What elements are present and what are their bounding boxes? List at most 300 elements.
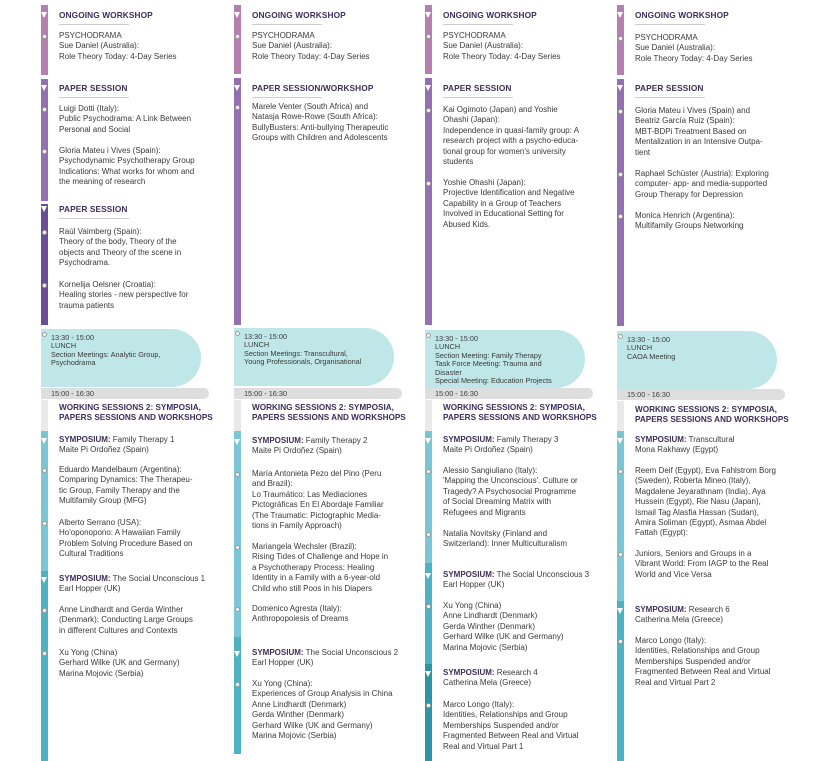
entry-line: Cultural Traditions — [59, 549, 124, 559]
entry-line: Ho'oponopono: A Hawaiian Family — [59, 528, 181, 538]
lunch-line: Section Meeting: Family Therapy — [435, 350, 542, 360]
time-slot-label: 15:00 - 16:30 — [51, 389, 95, 398]
entry-line — [443, 435, 598, 445]
bullet-dot-icon — [42, 149, 47, 154]
session-title: PAPER SESSION — [635, 83, 704, 93]
entry-line: Pictográficas En El Abordaje Familiar — [252, 500, 384, 510]
entry-line: Projective Identification and Negative — [443, 188, 575, 198]
title-divider — [443, 24, 513, 25]
entry-line: Gerda Winther (Denmark) — [252, 710, 345, 720]
entry-line: Fragmented Between Real and Virtual — [635, 667, 771, 677]
session-color-bar — [234, 400, 241, 431]
entry-line: objects and Theory of the scene in — [59, 247, 182, 257]
bullet-dot-icon — [426, 108, 431, 113]
symposium-topic: Family Therapy 2 — [303, 436, 368, 445]
session-entry — [252, 31, 407, 62]
entry-line: Multifamily Group (MFG) — [59, 496, 147, 506]
entry-line: in different Cultures and Contexts — [59, 625, 178, 635]
entry-line: tions in Family Approach) — [252, 521, 342, 531]
session-entry — [635, 466, 790, 539]
session-entry — [635, 211, 790, 232]
lunch-line: 13:30 - 15:00 — [51, 333, 95, 342]
session-entry — [59, 146, 214, 188]
entry-line — [59, 435, 214, 445]
lunch-line: Task Force Meeting: Trauma and — [435, 359, 542, 369]
entry-line — [443, 570, 598, 580]
session-entry — [635, 169, 790, 200]
entry-line: Identities, Relationships and Group — [443, 710, 568, 720]
bullet-dot-icon — [42, 107, 47, 112]
entry-line: Catherina Mela (Greece) — [635, 615, 724, 625]
entry-line: Role Theory Today: 4-Day Series — [635, 53, 753, 63]
symposium-heading — [59, 435, 214, 456]
entry-line: Ohashi (Japan): — [443, 115, 500, 125]
bullet-dot-icon — [618, 639, 623, 644]
symposium-heading — [443, 435, 598, 456]
entry-line: Catherina Mela (Greece) — [443, 678, 532, 688]
session-entry — [59, 227, 214, 269]
session-entry — [443, 31, 598, 62]
bullet-dot-icon — [618, 334, 623, 339]
session-entry — [59, 648, 214, 679]
entry-line: Identity in a Family with a 6-year-old — [252, 573, 381, 583]
lunch-text — [244, 333, 399, 367]
entry-line: Gerhard Wilke (UK and Germany) — [443, 632, 564, 642]
lunch-line: Disaster — [435, 367, 462, 377]
entry-line: PSYCHODRAMA — [635, 33, 698, 42]
entry-line: Indications: What works for whom and — [59, 166, 195, 176]
lunch-block — [617, 331, 777, 389]
entry-line: Theory of the body, Theory of the — [59, 237, 177, 247]
symposium-topic: The Social Unconscious 2 — [303, 648, 399, 657]
symposium-label: SYMPOSIUM: — [443, 435, 495, 444]
entry-line: Public Psychodrama: A Link Between — [59, 114, 192, 124]
day-column — [41, 0, 216, 761]
expand-triangle-icon — [41, 85, 47, 91]
entry-line: María Antonieta Pezo del Pino (Peru — [252, 469, 382, 478]
symposium-label: SYMPOSIUM: — [252, 436, 304, 445]
symposium-label: SYMPOSIUM: — [635, 435, 687, 444]
entry-line: tient — [635, 147, 651, 157]
entry-line: Gerda Winther (Denmark) — [443, 621, 536, 631]
bullet-dot-icon — [426, 34, 431, 39]
entry-line: the meaning of research — [59, 177, 146, 187]
entry-line: BullyBusters: Anti-bullying Therapeutic — [252, 122, 389, 132]
entry-line: (The Traumatic: Pictographic Media- — [252, 510, 381, 520]
bullet-dot-icon — [426, 703, 431, 708]
entry-line: Alberto Serrano (USA): — [59, 518, 142, 527]
entry-line: computer- app- and media-supported — [635, 179, 768, 189]
lunch-block — [41, 329, 201, 387]
entry-line: Tragedy? A Psychosocial Programme — [443, 486, 577, 496]
session-entry — [252, 542, 407, 594]
day-column — [425, 0, 600, 761]
bullet-dot-icon — [618, 109, 623, 114]
expand-triangle-icon — [41, 12, 47, 18]
entry-line: Mariangela Wechsler (Brazil): — [252, 542, 357, 551]
entry-line: Kai Ogimoto (Japan) and Yoshie — [443, 105, 558, 114]
entry-line — [635, 435, 790, 445]
session-entry — [252, 604, 407, 625]
entry-line: Role Theory Today: 4-Day Series — [59, 51, 177, 61]
entry-line — [252, 648, 407, 658]
entry-line: Role Theory Today: 4-Day Series — [252, 51, 370, 61]
entry-line: Maite Pi Ordoñez (Spain) — [59, 445, 149, 455]
expand-triangle-icon — [41, 438, 47, 444]
entry-line: Anthropopoiesis of Dreams — [252, 614, 349, 624]
session-entry — [443, 601, 598, 653]
symposium-label: SYMPOSIUM: — [252, 648, 304, 657]
ws-title-line: PAPERS SESSIONS AND WORKSHOPS — [252, 413, 406, 423]
entry-line: Independence in quasi-family group: A — [443, 125, 580, 135]
entry-line: Natasja Rowe-Rowe (South Africa): — [252, 112, 378, 122]
bullet-dot-icon — [426, 604, 431, 609]
symposium-heading — [252, 648, 407, 669]
entry-line: Beatriz García Ruiz (Spain): — [635, 116, 735, 126]
entry-line: Role Theory Today: 4-Day Series — [443, 51, 561, 61]
entry-line: Fattah (Egypt): — [635, 528, 688, 538]
entry-line: Xu Yong (China) — [59, 648, 118, 657]
entry-line: Marina Mojovic (Serbia) — [443, 642, 528, 652]
session-color-bar — [425, 400, 432, 431]
entry-line: Marina Mojovic (Serbia) — [59, 668, 144, 678]
working-sessions-title — [252, 403, 412, 424]
session-entry — [59, 31, 214, 62]
session-entry — [252, 469, 407, 531]
bullet-dot-icon — [618, 552, 623, 557]
lunch-text — [435, 335, 590, 385]
entry-line: Gloria Mateu i Vives (Spain): — [59, 146, 161, 155]
bullet-dot-icon — [42, 34, 47, 39]
bullet-dot-icon — [42, 521, 47, 526]
time-slot-label: 15:00 - 16:30 — [435, 389, 479, 398]
session-title: PAPER SESSION/WORKSHOP — [252, 83, 374, 93]
entry-line: Anne Lindhardt and Gerda Winther — [59, 605, 184, 614]
entry-line: Magdalene Jeyarathnam (India), Aya — [635, 486, 766, 496]
entry-line: Problem Solving Procedure Based on — [59, 538, 193, 548]
symposium-heading — [252, 436, 407, 457]
entry-line: Sue Daniel (Australia): — [443, 41, 524, 51]
lunch-line: LUNCH — [51, 341, 77, 351]
entry-line: Groups with Children and Adolescents — [252, 133, 388, 143]
bullet-dot-icon — [42, 468, 47, 473]
entry-line: Abused Kids. — [443, 219, 491, 229]
time-slot-label: 15:00 - 16:30 — [244, 389, 288, 398]
entry-line: trauma patients — [59, 300, 115, 310]
entry-line: Xu Yong (China) — [443, 601, 502, 610]
session-color-bar — [617, 431, 624, 601]
session-entry — [635, 33, 790, 64]
entry-line: Identities, Relationships and Group — [635, 646, 760, 656]
entry-line: (Sweden), Roberta Mineo (Italy), — [635, 476, 751, 486]
lunch-line: Section Meetings: Analytic Group, — [51, 349, 161, 359]
bullet-dot-icon — [235, 34, 240, 39]
symposium-topic: Transcultural — [686, 435, 735, 444]
entry-line: Psychodrama. — [59, 258, 111, 268]
expand-triangle-icon — [425, 671, 431, 677]
entry-line: Real and Virtual Part 1 — [443, 741, 524, 751]
entry-line: Sue Daniel (Australia): — [635, 43, 716, 53]
entry-line: Hussein (Egypt), Rie Nasu (Japan), — [635, 497, 761, 507]
session-entry — [443, 529, 598, 550]
lunch-line: Psychodrama — [51, 358, 96, 368]
lunch-line: LUNCH — [244, 340, 270, 350]
entry-line: Refugees and Migrants — [443, 507, 526, 517]
symposium-heading — [443, 668, 598, 689]
lunch-block — [234, 328, 394, 386]
bullet-dot-icon — [42, 608, 47, 613]
entry-line: Involved in Educational Setting for — [443, 209, 564, 219]
lunch-line: Special Meeting: Education Projects — [435, 376, 552, 386]
title-divider — [635, 97, 705, 98]
symposium-topic: Research 6 — [686, 605, 730, 614]
entry-line: Earl Hopper (UK) — [443, 580, 505, 590]
entry-line: Luigi Dotti (Italy): — [59, 104, 120, 113]
entry-line: Domenico Agresta (Italy): — [252, 604, 342, 613]
session-color-bar — [41, 79, 48, 201]
bullet-dot-icon — [426, 532, 431, 537]
ws-title-line: PAPERS SESSIONS AND WORKSHOPS — [635, 415, 789, 425]
entry-line: Alessio Sangiuliano (Italy): — [443, 466, 538, 475]
entry-line: Healing stories - new perspective for — [59, 290, 189, 300]
bullet-dot-icon — [235, 607, 240, 612]
session-entry — [59, 104, 214, 135]
entry-line — [252, 436, 407, 446]
session-entry — [252, 102, 407, 144]
lunch-line: 13:30 - 15:00 — [435, 334, 479, 343]
entry-line: PSYCHODRAMA — [59, 31, 122, 40]
entry-line: Maite Pi Ordoñez (Spain) — [443, 445, 533, 455]
entry-line: MBT-BDPi Treatment Based on — [635, 126, 747, 136]
session-color-bar — [234, 78, 241, 325]
symposium-label: SYMPOSIUM: — [635, 605, 687, 614]
bullet-dot-icon — [42, 651, 47, 656]
entry-line: Juniors, Seniors and Groups in a — [635, 549, 752, 558]
entry-line: Marina Mojovic (Serbia) — [252, 731, 337, 741]
symposium-topic: The Social Unconscious 1 — [110, 574, 206, 583]
entry-line: of Social Dreaming Matrix with — [443, 497, 552, 507]
expand-triangle-icon — [425, 85, 431, 91]
entry-line: World and Vice Versa — [635, 569, 712, 579]
entry-line: Memberships Suspended and/or — [635, 656, 751, 666]
title-divider — [443, 97, 513, 98]
lunch-text — [51, 334, 206, 368]
bullet-dot-icon — [426, 469, 431, 474]
symposium-topic: Research 4 — [494, 668, 538, 677]
title-divider — [59, 24, 129, 25]
entry-line: Memberships Suspended and/or — [443, 720, 559, 730]
session-color-bar — [41, 571, 48, 761]
session-entry — [635, 636, 790, 688]
session-title: ONGOING WORKSHOP — [59, 10, 153, 20]
entry-line: Amira Soliman (Egypt), Asmaa Abdel — [635, 518, 767, 528]
time-slot-bar — [617, 389, 785, 400]
ws-title-line: WORKING SESSIONS 2: SYMPOSIA, — [443, 403, 585, 412]
entry-line: Marele Venter (South Africa) and — [252, 102, 369, 111]
bullet-dot-icon — [42, 230, 47, 235]
bullet-dot-icon — [426, 181, 431, 186]
expand-triangle-icon — [41, 577, 47, 583]
session-color-bar — [41, 400, 48, 431]
bullet-dot-icon — [618, 214, 623, 219]
time-slot-bar — [425, 388, 593, 399]
expand-triangle-icon — [617, 85, 623, 91]
expand-triangle-icon — [234, 651, 240, 657]
symposium-heading — [59, 574, 214, 595]
entry-line: Ismail Tag Alasfia Hassan (Sudan), — [635, 507, 759, 517]
symposium-topic: Family Therapy 3 — [494, 435, 559, 444]
expand-triangle-icon — [425, 438, 431, 444]
ws-title-line: WORKING SESSIONS 2: SYMPOSIA, — [635, 405, 777, 414]
session-entry — [635, 549, 790, 580]
entry-line: Gerhard Wilke (UK and Germany) — [59, 658, 180, 668]
time-slot-label: 15:00 - 16:30 — [627, 390, 671, 399]
session-entry — [59, 280, 214, 311]
expand-triangle-icon — [41, 206, 47, 212]
working-sessions-title — [635, 405, 795, 426]
title-divider — [252, 24, 322, 25]
session-title: PAPER SESSION — [443, 83, 512, 93]
session-entry — [443, 466, 598, 518]
expand-triangle-icon — [234, 85, 240, 91]
bullet-dot-icon — [235, 682, 240, 687]
entry-line: Kornelija Oelsner (Croatia): — [59, 280, 156, 289]
entry-line: Raúl Vaimberg (Spain): — [59, 227, 142, 236]
entry-line: Yoshie Ohashi (Japan): — [443, 178, 526, 187]
entry-line: Gerhard Wilke (UK and Germany) — [252, 720, 373, 730]
entry-line: Multifamily Groups Networking — [635, 221, 744, 231]
entry-line — [635, 605, 790, 615]
session-color-bar — [425, 78, 432, 325]
working-sessions-title — [59, 403, 219, 424]
title-divider — [59, 97, 129, 98]
entry-line: Xu Yong (China): — [252, 679, 313, 688]
bullet-dot-icon — [42, 283, 47, 288]
entry-line: 'Mapping the Unconscious'. Culture or — [443, 476, 578, 486]
entry-line: Fragmented Between Real and Virtual — [443, 731, 579, 741]
entry-line: Earl Hopper (UK) — [59, 584, 121, 594]
lunch-line: 13:30 - 15:00 — [627, 335, 671, 344]
entry-line: Mentalization in an Intensive Outpa- — [635, 137, 763, 147]
lunch-line: 13:30 - 15:00 — [244, 332, 288, 341]
lunch-text — [627, 336, 782, 361]
session-color-bar — [617, 601, 624, 761]
working-sessions-title — [443, 403, 603, 424]
entry-line: a Psychotherapy Process: Healing — [252, 562, 375, 572]
expand-triangle-icon — [617, 12, 623, 18]
entry-line: Lo Traumático: Las Mediaciones — [252, 489, 368, 499]
session-title: ONGOING WORKSHOP — [252, 10, 346, 20]
entry-line — [443, 668, 598, 678]
session-entry — [443, 700, 598, 752]
time-slot-bar — [41, 388, 209, 399]
session-entry — [443, 105, 598, 167]
bullet-dot-icon — [42, 332, 47, 337]
entry-line: Vibrant World: From IAGP to the Real — [635, 559, 769, 569]
entry-line: Mona Rakhawy (Egypt) — [635, 445, 719, 455]
expand-triangle-icon — [234, 439, 240, 445]
bullet-dot-icon — [426, 333, 431, 338]
session-color-bar — [617, 79, 624, 326]
entry-line: Psychodynamic Psychotherapy Group — [59, 156, 195, 166]
symposium-topic: Family Therapy 1 — [110, 435, 175, 444]
entry-line: (Denmark): Conducting Large Groups — [59, 615, 193, 625]
entry-line: Gloria Mateu i Vives (Spain) and — [635, 106, 751, 115]
session-entry — [252, 679, 407, 741]
ws-title-line: PAPERS SESSIONS AND WORKSHOPS — [59, 413, 213, 423]
expand-triangle-icon — [617, 438, 623, 444]
entry-line: Monica Henrich (Argentina): — [635, 211, 735, 220]
session-entry — [635, 106, 790, 158]
session-entry — [59, 465, 214, 507]
entry-line: Comparing Dynamics: The Therapeu- — [59, 475, 193, 485]
symposium-label: SYMPOSIUM: — [443, 668, 495, 677]
lunch-line: Young Professionals, Organisational — [244, 357, 362, 367]
entry-line: Sue Daniel (Australia): — [59, 41, 140, 51]
entry-line: Personal and Social — [59, 124, 131, 134]
session-color-bar — [41, 204, 48, 325]
entry-line: students — [443, 157, 474, 167]
symposium-label: SYMPOSIUM: — [443, 570, 495, 579]
symposium-heading — [443, 570, 598, 591]
time-slot-bar — [234, 388, 402, 399]
title-divider — [252, 97, 322, 98]
entry-line: Reem Deif (Egypt), Eva Fahlstrom Borg — [635, 466, 776, 475]
entry-line: Raphael Schüster (Austria): Exploring — [635, 169, 769, 178]
entry-line: Experiences of Group Analysis in China — [252, 689, 393, 699]
session-title: PAPER SESSION — [59, 204, 128, 214]
entry-line: Switzerland): Inner Multiculturalism — [443, 539, 568, 549]
entry-line: Anne Lindhardt (Denmark) — [443, 611, 538, 621]
title-divider — [635, 24, 705, 25]
expand-triangle-icon — [617, 608, 623, 614]
session-color-bar — [425, 431, 432, 563]
day-column — [234, 0, 409, 761]
bullet-dot-icon — [235, 472, 240, 477]
ws-title-line: PAPERS SESSIONS AND WORKSHOPS — [443, 413, 597, 423]
bullet-dot-icon — [618, 36, 623, 41]
symposium-heading — [635, 435, 790, 456]
session-title: ONGOING WORKSHOP — [635, 10, 729, 20]
lunch-line: LUNCH — [435, 342, 461, 352]
ws-title-line: WORKING SESSIONS 2: SYMPOSIA, — [252, 403, 394, 412]
day-column — [617, 0, 792, 761]
entry-line: Marco Longo (Italy): — [635, 636, 707, 645]
title-divider — [59, 218, 129, 219]
session-color-bar — [617, 401, 624, 431]
entry-line: Capability in a Group of Teachers — [443, 198, 562, 208]
bullet-dot-icon — [235, 105, 240, 110]
session-color-bar — [41, 431, 48, 571]
entry-line — [59, 574, 214, 584]
lunch-block — [425, 330, 585, 388]
lunch-line: LUNCH — [627, 343, 653, 353]
entry-line: Marco Longo (Italy): — [443, 700, 515, 709]
ws-title-line: WORKING SESSIONS 2: SYMPOSIA, — [59, 403, 201, 412]
lunch-line: Section Meetings: Transcultural, — [244, 348, 348, 358]
lunch-line: CAOA Meeting — [627, 351, 676, 361]
session-entry — [443, 178, 598, 230]
entry-line: Child who still Poos in his Diapers — [252, 583, 373, 593]
entry-line: and Brazil): — [252, 479, 293, 489]
expand-triangle-icon — [425, 573, 431, 579]
entry-line: tional group for women's university — [443, 146, 566, 156]
bullet-dot-icon — [235, 331, 240, 336]
session-entry — [59, 605, 214, 636]
entry-line: Anne Lindhardt (Denmark) — [252, 699, 347, 709]
symposium-label: SYMPOSIUM: — [59, 574, 111, 583]
entry-line: PSYCHODRAMA — [443, 31, 506, 40]
